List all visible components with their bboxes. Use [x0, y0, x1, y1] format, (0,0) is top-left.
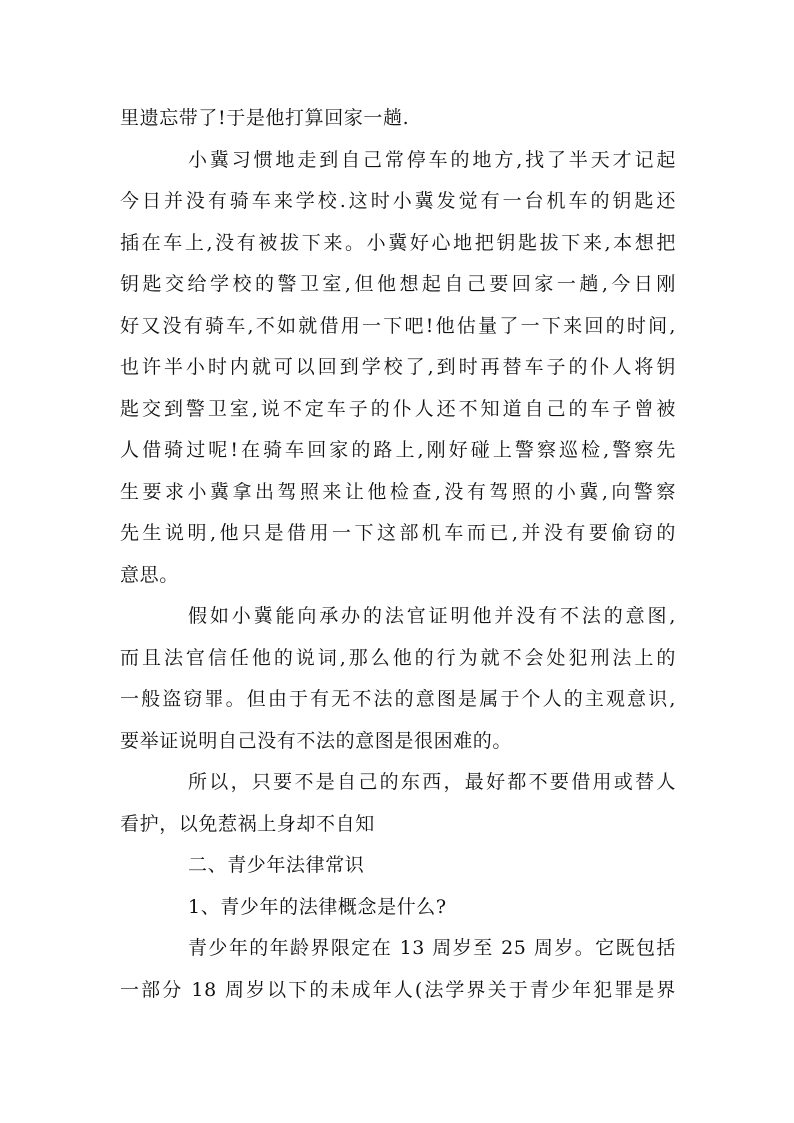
- text-line: 里遗忘带了!于是他打算回家一趟.: [120, 107, 410, 129]
- section-heading: 二、青少年法律常识: [188, 854, 365, 876]
- subsection-heading: 1、青少年的法律概念是什么?: [188, 895, 447, 918]
- text-line: 要举证说明自己没有不法的意图是很困难的。: [120, 729, 513, 752]
- text-line: 也许半小时内就可以回到学校了,到时再替车子的仆人将钥: [120, 356, 676, 378]
- text-line: 先生说明,他只是借用一下这部机车而已,并没有要偷窃的: [120, 522, 676, 544]
- text-line: 一部分 18 周岁以下的未成年人(法学界关于青少年犯罪是界: [120, 978, 676, 1001]
- text-line: 匙交到警卫室,说不定车子的仆人还不知道自己的车子曾被: [120, 397, 676, 420]
- text-line: 意思。: [120, 563, 179, 586]
- text-line: 所以，只要不是自己的东西，最好都不要借用或替人: [188, 771, 676, 793]
- text-line: 一般盗窃罪。但由于有无不法的意图是属于个人的主观意识,: [120, 688, 676, 710]
- text-line: 今日并没有骑车来学校.这时小冀发觉有一台机车的钥匙还: [120, 190, 676, 212]
- text-line: 而且法官信任他的说词,那么他的行为就不会处犯刑法上的: [120, 646, 676, 669]
- text-line: 假如小冀能向承办的法官证明他并没有不法的意图,: [188, 605, 676, 627]
- text-line: 生要求小冀拿出驾照来让他检查,没有驾照的小冀,向警察: [120, 480, 676, 503]
- body-text: [120, 98, 676, 1011]
- text-line: 小冀习惯地走到自己常停车的地方,找了半天才记起: [188, 148, 676, 171]
- text-line: 人借骑过呢!在骑车回家的路上,刚好碰上警察巡检,警察先: [120, 439, 676, 461]
- text-line: 插在车上,没有被拔下来。小冀好心地把钥匙拔下来,本想把: [120, 231, 676, 254]
- text-line: 钥匙交给学校的警卫室,但他想起自己要回家一趟,今日刚: [120, 273, 676, 295]
- text-line: 青少年的年龄界限定在 13 周岁至 25 周岁。它既包括: [188, 937, 676, 959]
- text-line: 好又没有骑车,不如就借用一下吧!他估量了一下来回的时间,: [120, 314, 676, 337]
- text-line: 看护，以免惹祸上身却不自知: [120, 812, 375, 835]
